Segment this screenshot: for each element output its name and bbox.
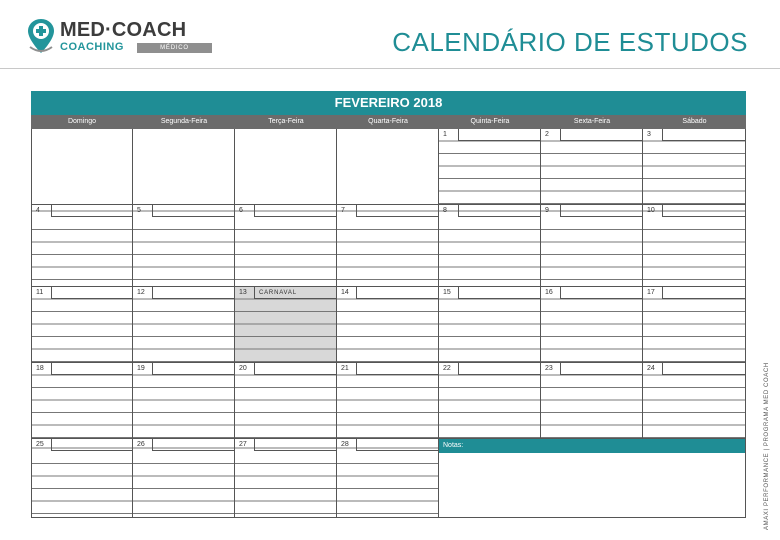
notes-area[interactable] (439, 439, 746, 518)
day-note-field[interactable] (254, 287, 336, 299)
day-number: 12 (137, 289, 145, 296)
day-cell (133, 439, 235, 518)
day-cell (235, 205, 337, 287)
day-cell (235, 363, 337, 439)
day-number: 8 (443, 207, 447, 214)
day-note-field[interactable] (560, 363, 642, 375)
day-cell (541, 129, 643, 205)
day-note-field[interactable] (356, 287, 438, 299)
day-cell (439, 287, 541, 363)
medical-pin-icon (26, 17, 56, 55)
day-cell (31, 287, 133, 363)
day-cell (337, 287, 439, 363)
day-number: 7 (341, 207, 345, 214)
day-number: 11 (36, 289, 44, 296)
day-number: 20 (239, 365, 247, 372)
day-number: 23 (545, 365, 553, 372)
weekday-header (31, 115, 746, 129)
day-cell (31, 205, 133, 287)
weekday-label: Sábado (682, 118, 707, 125)
day-cell (235, 287, 337, 363)
day-note-field[interactable] (51, 205, 132, 217)
weekday-label: Segunda-Feira (160, 118, 208, 125)
day-note-field[interactable] (662, 287, 745, 299)
weekday-label: Sexta-Feira (573, 118, 611, 125)
day-number: 19 (137, 365, 145, 372)
side-footer-text: AMAXI PERFORMANCE | PROGRAMA MED COACH (764, 362, 770, 530)
day-number: 10 (647, 207, 655, 214)
day-number: 18 (36, 365, 44, 372)
day-cell (235, 439, 337, 518)
empty-day-cell (337, 129, 439, 205)
day-number: 4 (36, 207, 40, 214)
day-cell (541, 205, 643, 287)
day-number: 16 (545, 289, 553, 296)
day-number: 21 (341, 365, 349, 372)
day-number: 17 (647, 289, 655, 296)
day-number: 22 (443, 365, 451, 372)
day-note-field[interactable] (560, 129, 642, 141)
empty-day-cell (31, 129, 133, 205)
brand-badge: MÉDICO (137, 43, 212, 53)
day-number: 6 (239, 207, 243, 214)
day-note-field[interactable] (356, 439, 438, 451)
day-note-field[interactable] (254, 205, 336, 217)
day-cell (541, 287, 643, 363)
day-number: 15 (443, 289, 451, 296)
day-cell (541, 363, 643, 439)
weekday-label: Quarta-Feira (368, 118, 408, 125)
day-cell (31, 439, 133, 518)
brand-subtitle: COACHING (60, 41, 124, 53)
day-note-field[interactable] (51, 363, 132, 375)
day-cell (643, 363, 746, 439)
day-number: 5 (137, 207, 141, 214)
day-note-field[interactable] (560, 287, 642, 299)
calendar (31, 91, 746, 518)
month-title: FEVEREIRO 2018 (31, 91, 746, 115)
day-number: 3 (647, 131, 651, 138)
day-number: 27 (239, 441, 247, 448)
day-note-field[interactable] (458, 287, 540, 299)
day-note-field[interactable] (458, 205, 540, 217)
day-cell (439, 205, 541, 287)
day-note-field[interactable] (662, 129, 745, 141)
empty-day-cell (235, 129, 337, 205)
day-cell (337, 439, 439, 518)
day-number: 9 (545, 207, 549, 214)
day-number: 13 (239, 289, 247, 296)
day-note-field[interactable] (152, 287, 234, 299)
day-note-field[interactable] (51, 287, 132, 299)
day-note-field[interactable] (458, 363, 540, 375)
day-number: 1 (443, 131, 447, 138)
day-cell (439, 129, 541, 205)
day-note-field[interactable] (662, 363, 745, 375)
brand-name: MED·COACH (60, 19, 187, 41)
day-cell (337, 363, 439, 439)
day-number: 24 (647, 365, 655, 372)
weekday-label: Quinta-Feira (470, 118, 510, 125)
day-number: 26 (137, 441, 145, 448)
day-cell (133, 363, 235, 439)
page-title: CALENDÁRIO DE ESTUDOS (392, 27, 748, 57)
empty-day-cell (133, 129, 235, 205)
day-cell (31, 363, 133, 439)
day-cell (133, 287, 235, 363)
day-note-field[interactable] (254, 439, 336, 451)
day-note-field[interactable] (152, 363, 234, 375)
holiday-label: CARNAVAL (259, 290, 297, 296)
day-cell (643, 205, 746, 287)
notes-label: Notas: (439, 439, 745, 453)
day-number: 2 (545, 131, 549, 138)
day-note-field[interactable] (356, 363, 438, 375)
day-note-field[interactable] (458, 129, 540, 141)
day-cell (337, 205, 439, 287)
logo (26, 17, 191, 57)
day-number: 25 (36, 441, 44, 448)
weekday-label: Terça-Feira (268, 118, 304, 125)
day-note-field[interactable] (254, 363, 336, 375)
day-note-field[interactable] (662, 205, 745, 217)
day-note-field[interactable] (560, 205, 642, 217)
day-cell (439, 363, 541, 439)
day-number: 14 (341, 289, 349, 296)
day-note-field[interactable] (51, 439, 132, 451)
day-cell (643, 287, 746, 363)
day-note-field[interactable] (152, 205, 234, 217)
day-note-field[interactable] (356, 205, 438, 217)
header-divider (0, 68, 780, 69)
day-note-field[interactable] (152, 439, 234, 451)
day-number: 28 (341, 441, 349, 448)
day-cell (133, 205, 235, 287)
weekday-label: Domingo (67, 118, 96, 125)
day-cell (643, 129, 746, 205)
